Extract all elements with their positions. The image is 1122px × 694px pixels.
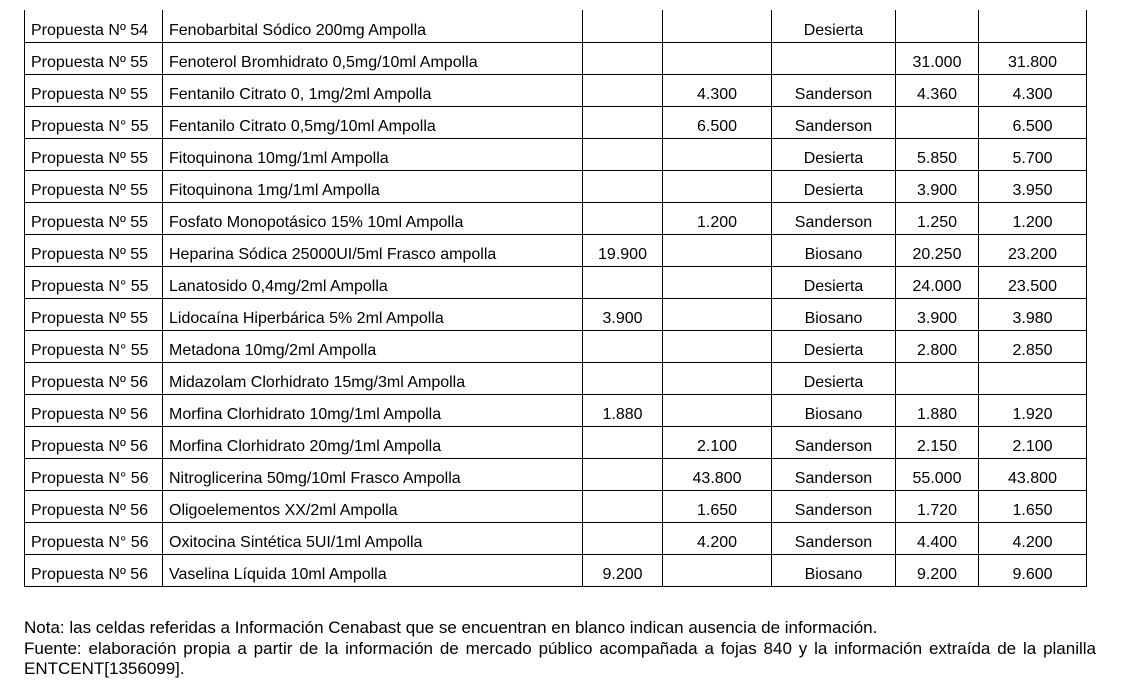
table-row bbox=[25, 458, 1087, 490]
product-name-cell: Lanatosido 0,4mg/2ml Ampolla bbox=[163, 266, 583, 298]
cenabast-price-cell bbox=[583, 458, 663, 490]
supplier-cell bbox=[772, 42, 896, 74]
market-price-cell: 1.250 bbox=[896, 202, 979, 234]
reference-price-cell: 23.500 bbox=[979, 266, 1087, 298]
product-name-cell: Vaselina Líquida 10ml Ampolla bbox=[163, 554, 583, 586]
table-row bbox=[25, 490, 1087, 522]
cenabast-price-cell bbox=[583, 170, 663, 202]
reference-price-cell: 3.950 bbox=[979, 170, 1087, 202]
supplier-cell: Sanderson bbox=[772, 74, 896, 106]
table-row bbox=[25, 74, 1087, 106]
product-name-cell: Morfina Clorhidrato 20mg/1ml Ampolla bbox=[163, 426, 583, 458]
table-row bbox=[25, 42, 1087, 74]
table-row bbox=[25, 138, 1087, 170]
product-name-cell: Fentanilo Citrato 0,5mg/10ml Ampolla bbox=[163, 106, 583, 138]
cenabast-price-cell bbox=[583, 202, 663, 234]
table-row bbox=[25, 554, 1087, 586]
proposal-cell: Propuesta Nº 55 bbox=[25, 170, 163, 202]
proposal-cell: Propuesta Nº 55 bbox=[25, 138, 163, 170]
product-name-cell: Fosfato Monopotásico 15% 10ml Ampolla bbox=[163, 202, 583, 234]
proposal-cell: Propuesta Nº 54 bbox=[25, 10, 163, 42]
supplier-cell: Biosano bbox=[772, 298, 896, 330]
note-text: Nota: las celdas referidas a Información Cenabast que se encuentran en blanco indican ausencia de información. bbox=[24, 618, 878, 637]
supplier-cell: Biosano bbox=[772, 234, 896, 266]
reference-price-cell: 4.200 bbox=[979, 522, 1087, 554]
table-row bbox=[25, 522, 1087, 554]
reference-price-cell: 31.800 bbox=[979, 42, 1087, 74]
offer-price-cell bbox=[663, 330, 772, 362]
supplier-cell: Desierta bbox=[772, 362, 896, 394]
reference-price-cell: 2.100 bbox=[979, 426, 1087, 458]
proposal-cell: Propuesta Nº 55 bbox=[25, 42, 163, 74]
proposal-cell: Propuesta N° 56 bbox=[25, 522, 163, 554]
product-name-cell: Fitoquinona 1mg/1ml Ampolla bbox=[163, 170, 583, 202]
offer-price-cell bbox=[663, 554, 772, 586]
source-text: Fuente: elaboración propia a partir de la información de mercado público acompañada a fojas 840 y la información extraída de la planilla ENTCENT[1356099]. bbox=[24, 638, 1096, 678]
market-price-cell: 3.900 bbox=[896, 170, 979, 202]
offer-price-cell bbox=[663, 10, 772, 42]
offer-price-cell: 1.650 bbox=[663, 490, 772, 522]
reference-price-cell: 5.700 bbox=[979, 138, 1087, 170]
cenabast-price-cell bbox=[583, 42, 663, 74]
supplier-cell: Desierta bbox=[772, 330, 896, 362]
proposal-cell: Propuesta Nº 56 bbox=[25, 426, 163, 458]
supplier-cell: Sanderson bbox=[772, 490, 896, 522]
table-row bbox=[25, 330, 1087, 362]
supplier-cell: Desierta bbox=[772, 10, 896, 42]
market-price-cell bbox=[896, 362, 979, 394]
market-price-cell: 1.880 bbox=[896, 394, 979, 426]
offer-price-cell bbox=[663, 138, 772, 170]
reference-price-cell: 1.920 bbox=[979, 394, 1087, 426]
offer-price-cell bbox=[663, 266, 772, 298]
offer-price-cell bbox=[663, 42, 772, 74]
product-name-cell: Fenoterol Bromhidrato 0,5mg/10ml Ampolla bbox=[163, 42, 583, 74]
supplier-cell: Sanderson bbox=[772, 522, 896, 554]
cenabast-price-cell bbox=[583, 362, 663, 394]
cenabast-price-cell bbox=[583, 10, 663, 42]
proposal-cell: Propuesta Nº 56 bbox=[25, 490, 163, 522]
reference-price-cell bbox=[979, 10, 1087, 42]
table-row bbox=[25, 362, 1087, 394]
offer-price-cell bbox=[663, 234, 772, 266]
cenabast-price-cell bbox=[583, 74, 663, 106]
market-price-cell bbox=[896, 10, 979, 42]
table-row bbox=[25, 394, 1087, 426]
cenabast-price-cell bbox=[583, 138, 663, 170]
table-row bbox=[25, 10, 1087, 42]
offer-price-cell: 4.200 bbox=[663, 522, 772, 554]
cenabast-price-cell: 3.900 bbox=[583, 298, 663, 330]
reference-price-cell: 6.500 bbox=[979, 106, 1087, 138]
proposal-cell: Propuesta Nº 55 bbox=[25, 234, 163, 266]
cenabast-price-cell bbox=[583, 426, 663, 458]
supplier-cell: Sanderson bbox=[772, 426, 896, 458]
market-price-cell bbox=[896, 106, 979, 138]
proposal-cell: Propuesta N° 55 bbox=[25, 330, 163, 362]
cenabast-price-cell: 19.900 bbox=[583, 234, 663, 266]
market-price-cell: 5.850 bbox=[896, 138, 979, 170]
market-price-cell: 2.150 bbox=[896, 426, 979, 458]
cenabast-price-cell bbox=[583, 106, 663, 138]
market-price-cell: 1.720 bbox=[896, 490, 979, 522]
cenabast-price-cell bbox=[583, 266, 663, 298]
proposal-cell: Propuesta Nº 55 bbox=[25, 202, 163, 234]
proposal-cell: Propuesta N° 55 bbox=[25, 106, 163, 138]
reference-price-cell bbox=[979, 362, 1087, 394]
footnote bbox=[24, 618, 1096, 680]
product-name-cell: Oligoelementos XX/2ml Ampolla bbox=[163, 490, 583, 522]
supplier-cell: Sanderson bbox=[772, 202, 896, 234]
product-name-cell: Morfina Clorhidrato 10mg/1ml Ampolla bbox=[163, 394, 583, 426]
market-price-cell: 9.200 bbox=[896, 554, 979, 586]
product-name-cell: Lidocaína Hiperbárica 5% 2ml Ampolla bbox=[163, 298, 583, 330]
supplier-cell: Sanderson bbox=[772, 106, 896, 138]
price-table bbox=[24, 10, 1087, 587]
table-row bbox=[25, 298, 1087, 330]
product-name-cell: Metadona 10mg/2ml Ampolla bbox=[163, 330, 583, 362]
proposal-cell: Propuesta Nº 55 bbox=[25, 298, 163, 330]
offer-price-cell: 2.100 bbox=[663, 426, 772, 458]
product-name-cell: Midazolam Clorhidrato 15mg/3ml Ampolla bbox=[163, 362, 583, 394]
offer-price-cell bbox=[663, 298, 772, 330]
offer-price-cell bbox=[663, 394, 772, 426]
market-price-cell: 4.400 bbox=[896, 522, 979, 554]
reference-price-cell: 1.650 bbox=[979, 490, 1087, 522]
market-price-cell: 20.250 bbox=[896, 234, 979, 266]
product-name-cell: Fitoquinona 10mg/1ml Ampolla bbox=[163, 138, 583, 170]
market-price-cell: 2.800 bbox=[896, 330, 979, 362]
product-name-cell: Fenobarbital Sódico 200mg Ampolla bbox=[163, 10, 583, 42]
table-row bbox=[25, 426, 1087, 458]
offer-price-cell: 6.500 bbox=[663, 106, 772, 138]
supplier-cell: Biosano bbox=[772, 394, 896, 426]
reference-price-cell: 2.850 bbox=[979, 330, 1087, 362]
offer-price-cell bbox=[663, 170, 772, 202]
cenabast-price-cell bbox=[583, 490, 663, 522]
product-name-cell: Oxitocina Sintética 5UI/1ml Ampolla bbox=[163, 522, 583, 554]
market-price-cell: 31.000 bbox=[896, 42, 979, 74]
reference-price-cell: 9.600 bbox=[979, 554, 1087, 586]
proposal-cell: Propuesta Nº 55 bbox=[25, 74, 163, 106]
cenabast-price-cell bbox=[583, 330, 663, 362]
reference-price-cell: 3.980 bbox=[979, 298, 1087, 330]
supplier-cell: Sanderson bbox=[772, 458, 896, 490]
offer-price-cell: 4.300 bbox=[663, 74, 772, 106]
market-price-cell: 3.900 bbox=[896, 298, 979, 330]
market-price-cell: 55.000 bbox=[896, 458, 979, 490]
proposal-cell: Propuesta N° 56 bbox=[25, 458, 163, 490]
table-row bbox=[25, 170, 1087, 202]
cenabast-price-cell: 9.200 bbox=[583, 554, 663, 586]
product-name-cell: Nitroglicerina 50mg/10ml Frasco Ampolla bbox=[163, 458, 583, 490]
table-body bbox=[25, 10, 1087, 586]
offer-price-cell: 1.200 bbox=[663, 202, 772, 234]
market-price-cell: 24.000 bbox=[896, 266, 979, 298]
supplier-cell: Desierta bbox=[772, 170, 896, 202]
reference-price-cell: 23.200 bbox=[979, 234, 1087, 266]
supplier-cell: Desierta bbox=[772, 138, 896, 170]
reference-price-cell: 4.300 bbox=[979, 74, 1087, 106]
offer-price-cell bbox=[663, 362, 772, 394]
product-name-cell: Fentanilo Citrato 0, 1mg/2ml Ampolla bbox=[163, 74, 583, 106]
proposal-cell: Propuesta Nº 56 bbox=[25, 362, 163, 394]
table-row bbox=[25, 106, 1087, 138]
market-price-cell: 4.360 bbox=[896, 74, 979, 106]
proposal-cell: Propuesta N° 55 bbox=[25, 266, 163, 298]
supplier-cell: Desierta bbox=[772, 266, 896, 298]
reference-price-cell: 43.800 bbox=[979, 458, 1087, 490]
table-row bbox=[25, 234, 1087, 266]
offer-price-cell: 43.800 bbox=[663, 458, 772, 490]
table-row bbox=[25, 266, 1087, 298]
product-name-cell: Heparina Sódica 25000UI/5ml Frasco ampolla bbox=[163, 234, 583, 266]
table-row bbox=[25, 202, 1087, 234]
reference-price-cell: 1.200 bbox=[979, 202, 1087, 234]
proposal-cell: Propuesta Nº 56 bbox=[25, 394, 163, 426]
cenabast-price-cell bbox=[583, 522, 663, 554]
supplier-cell: Biosano bbox=[772, 554, 896, 586]
cenabast-price-cell: 1.880 bbox=[583, 394, 663, 426]
proposal-cell: Propuesta Nº 56 bbox=[25, 554, 163, 586]
